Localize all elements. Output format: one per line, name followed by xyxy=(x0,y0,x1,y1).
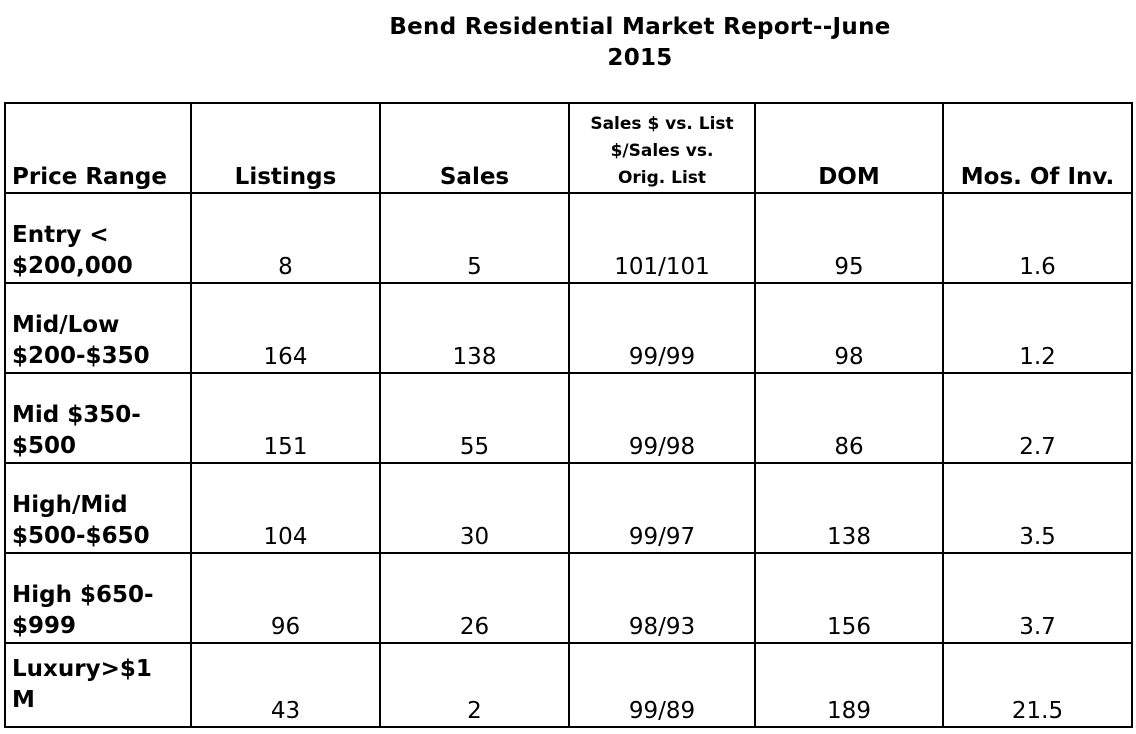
market-report-table xyxy=(4,102,1133,728)
price-range-line2: $500 xyxy=(12,433,77,459)
table-row-high xyxy=(5,553,1132,643)
header-dom: DOM xyxy=(755,103,943,193)
price-range-cell xyxy=(5,643,191,727)
sales-cell: 2 xyxy=(380,643,569,727)
ratio-cell: 99/98 xyxy=(569,373,755,463)
price-range-line2: $200,000 xyxy=(12,253,133,279)
dom-cell: 189 xyxy=(755,643,943,727)
header-sales-vs-list-line1: Sales $ vs. List xyxy=(590,114,734,134)
report-title-line1: Bend Residential Market Report--June xyxy=(389,14,891,40)
mos-of-inv-cell: 21.5 xyxy=(943,643,1132,727)
header-sales-vs-list-line2: $/Sales vs. xyxy=(610,141,714,161)
header-sales-vs-list xyxy=(569,103,755,193)
mos-of-inv-cell: 3.5 xyxy=(943,463,1132,553)
sales-cell: 26 xyxy=(380,553,569,643)
listings-cell: 96 xyxy=(191,553,380,643)
ratio-cell: 99/99 xyxy=(569,283,755,373)
price-range-line1: Entry < xyxy=(12,222,109,248)
dom-cell: 86 xyxy=(755,373,943,463)
price-range-line1: High/Mid xyxy=(12,492,128,518)
header-price-range: Price Range xyxy=(5,103,191,193)
price-range-cell xyxy=(5,283,191,373)
report-title-line2: 2015 xyxy=(607,45,673,71)
price-range-cell xyxy=(5,373,191,463)
table-row-high-mid xyxy=(5,463,1132,553)
ratio-cell: 98/93 xyxy=(569,553,755,643)
table-row-luxury xyxy=(5,643,1132,727)
header-listings: Listings xyxy=(191,103,380,193)
dom-cell: 156 xyxy=(755,553,943,643)
table-row-mid xyxy=(5,373,1132,463)
table-row-mid-low xyxy=(5,283,1132,373)
dom-cell: 138 xyxy=(755,463,943,553)
header-mos-of-inv: Mos. Of Inv. xyxy=(943,103,1132,193)
sales-cell: 138 xyxy=(380,283,569,373)
price-range-line1: Mid $350- xyxy=(12,402,141,428)
price-range-cell xyxy=(5,463,191,553)
dom-cell: 98 xyxy=(755,283,943,373)
price-range-line2: $500-$650 xyxy=(12,523,150,549)
mos-of-inv-cell: 3.7 xyxy=(943,553,1132,643)
mos-of-inv-cell: 1.6 xyxy=(943,193,1132,283)
report-title xyxy=(340,12,940,74)
listings-cell: 43 xyxy=(191,643,380,727)
header-sales: Sales xyxy=(380,103,569,193)
dom-cell: 95 xyxy=(755,193,943,283)
header-sales-vs-list-line3: Orig. List xyxy=(617,168,707,188)
ratio-cell: 99/97 xyxy=(569,463,755,553)
sales-cell: 55 xyxy=(380,373,569,463)
listings-cell: 151 xyxy=(191,373,380,463)
listings-cell: 104 xyxy=(191,463,380,553)
sales-cell: 30 xyxy=(380,463,569,553)
price-range-line2: M xyxy=(12,687,35,713)
price-range-cell xyxy=(5,553,191,643)
ratio-cell: 99/89 xyxy=(569,643,755,727)
price-range-line2: $200-$350 xyxy=(12,343,150,369)
price-range-line1: Mid/Low xyxy=(12,312,120,338)
table-row-entry xyxy=(5,193,1132,283)
sales-cell: 5 xyxy=(380,193,569,283)
price-range-cell xyxy=(5,193,191,283)
price-range-line1: Luxury>$1 xyxy=(12,656,152,682)
table-header-row xyxy=(5,103,1132,193)
price-range-line1: High $650- xyxy=(12,582,154,608)
mos-of-inv-cell: 1.2 xyxy=(943,283,1132,373)
price-range-line2: $999 xyxy=(12,613,77,639)
listings-cell: 164 xyxy=(191,283,380,373)
mos-of-inv-cell: 2.7 xyxy=(943,373,1132,463)
ratio-cell: 101/101 xyxy=(569,193,755,283)
listings-cell: 8 xyxy=(191,193,380,283)
